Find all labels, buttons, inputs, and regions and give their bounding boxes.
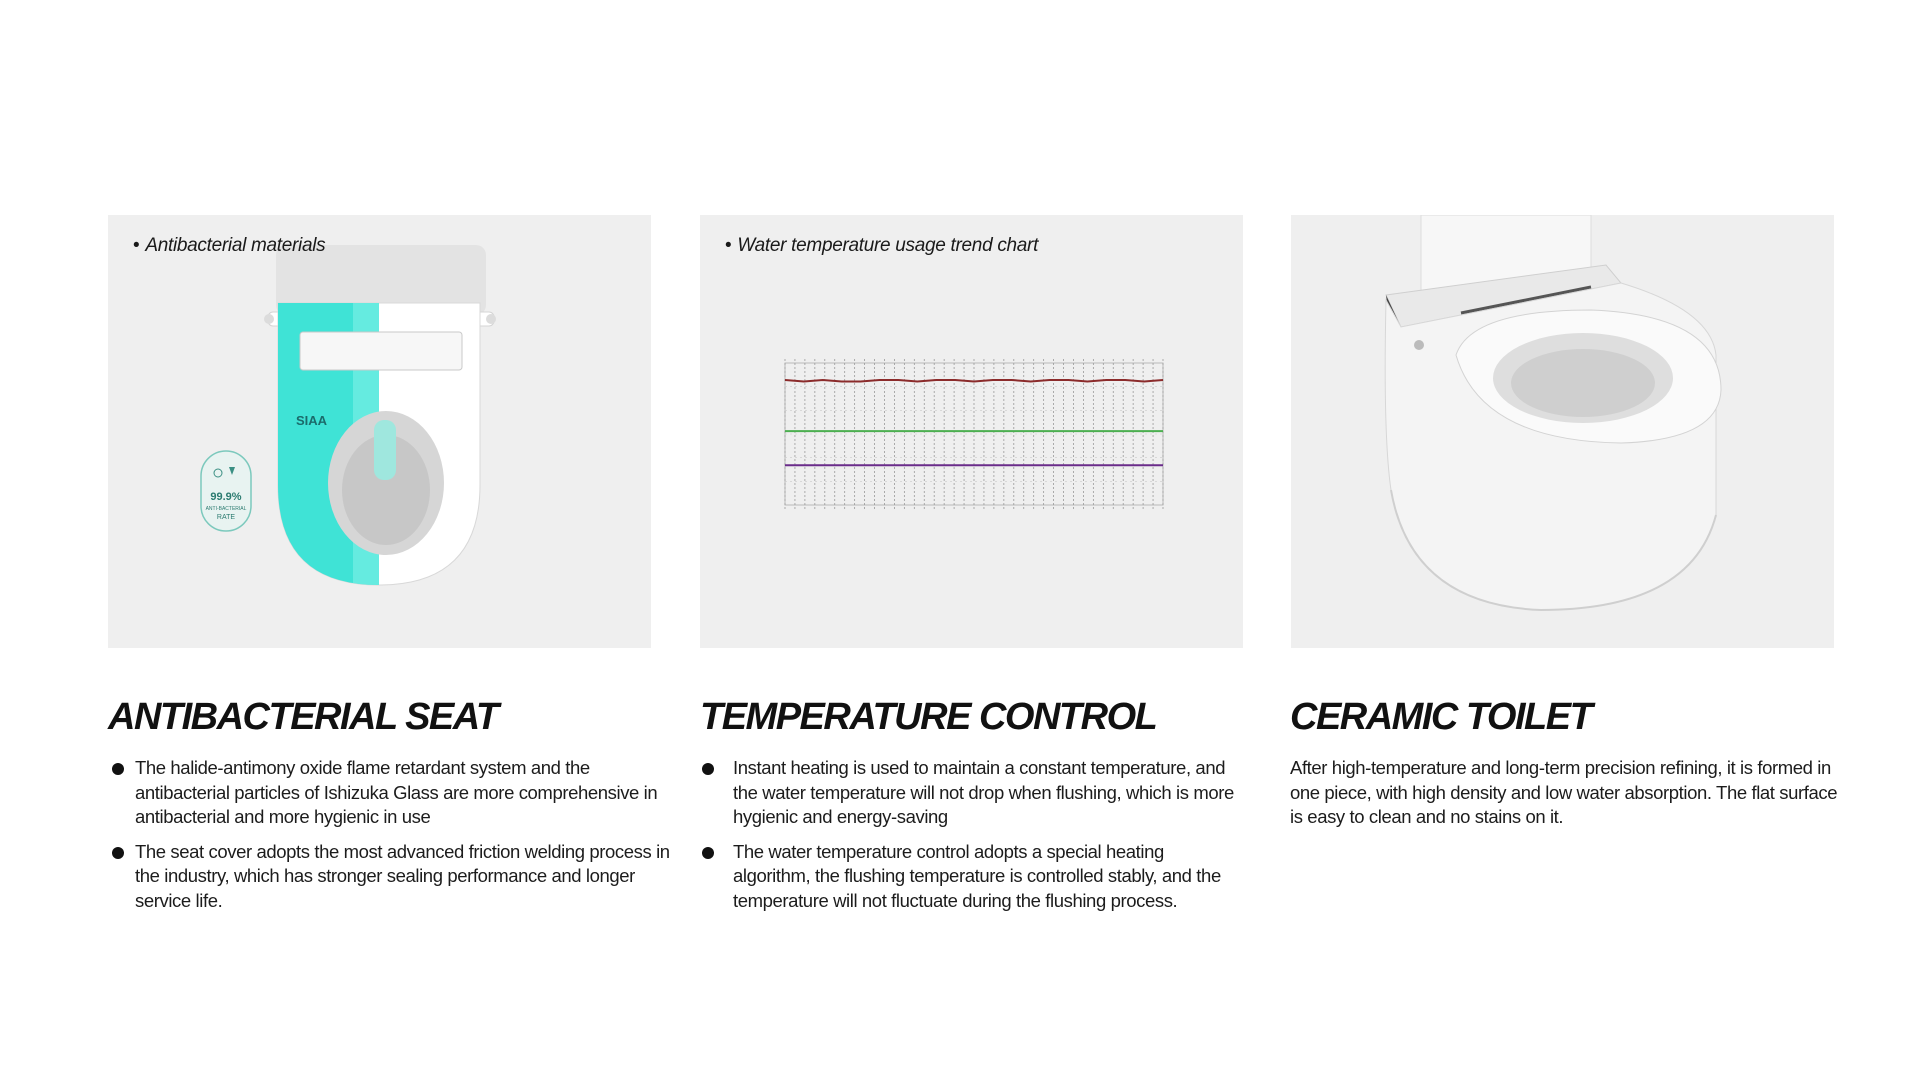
- badge-label: ANTI-BACTERIAL: [205, 506, 247, 512]
- bullet-text: The seat cover adopts the most advanced friction welding process in the industry, which has stronger sealing performance and longer service life.: [135, 840, 670, 911]
- list-item: [700, 756, 1240, 830]
- temperature-bullet-list: [700, 756, 1240, 923]
- antibacterial-rate-badge: [201, 451, 251, 531]
- bullet-icon: [112, 847, 124, 859]
- list-item: [110, 840, 670, 914]
- list-item: [110, 756, 670, 830]
- ceramic-toilet-heading: CERAMIC TOILET: [1290, 696, 1592, 738]
- bullet-text: The halide-antimony oxide flame retardant system and the antibacterial particles of Ishizuka Glass are more comprehensive in antibacterial and more hygienic in use: [135, 757, 658, 827]
- temperature-chart-panel: [700, 215, 1243, 648]
- temperature-control-heading: TEMPERATURE CONTROL: [700, 696, 1157, 738]
- antibacterial-caption: • Antibacterial materials: [133, 235, 325, 257]
- antibacterial-image-panel: [108, 215, 651, 648]
- badge-rate: RATE: [216, 514, 236, 521]
- bullet-icon: [702, 847, 714, 859]
- ceramic-toilet-description: After high-temperature and long-term precision refining, it is formed in one piece, with high density and low water absorption. The flat surface is easy to clean and no stains on it.: [1290, 757, 1838, 827]
- list-item: [700, 840, 1240, 914]
- antibacterial-bullet-list: [110, 756, 670, 923]
- bullet-icon: [702, 763, 714, 775]
- ceramic-toilet-illustration: [1291, 215, 1834, 648]
- badge-percent: 99.9%: [210, 491, 242, 503]
- temperature-trend-chart: [700, 215, 1243, 648]
- temperature-caption: • Water temperature usage trend chart: [725, 235, 1038, 257]
- bullet-icon: [112, 763, 124, 775]
- siaa-logo: SIAA: [296, 413, 328, 428]
- antibacterial-seat-illustration: [108, 215, 651, 648]
- ceramic-toilet-panel: [1291, 215, 1834, 648]
- bullet-text: The water temperature control adopts a special heating algorithm, the flushing temperature is controlled stably, and the temperature will not fluctuate during the flushing process.: [733, 840, 1221, 911]
- antibacterial-seat-heading: ANTIBACTERIAL SEAT: [108, 696, 498, 738]
- bullet-text: Instant heating is used to maintain a constant temperature, and the water temperature will not drop when flushing, which is more hygienic and energy-saving: [733, 757, 1234, 827]
